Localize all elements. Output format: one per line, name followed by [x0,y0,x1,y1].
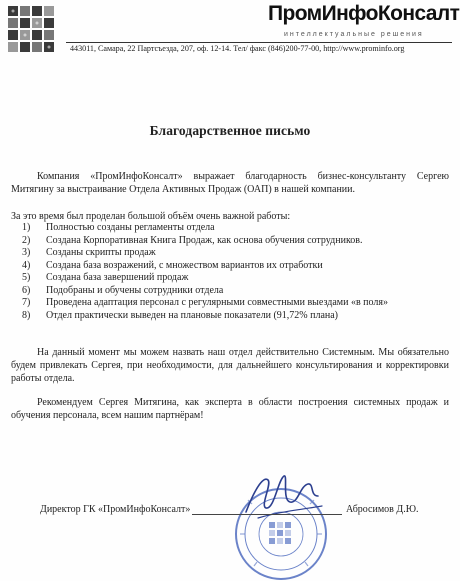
list-item-text: Полностью созданы регламенты отдела [46,222,215,233]
list-item [22,247,442,260]
list-item-number: 7) [22,297,31,308]
list-item-text: Подобраны и обучены сотрудники отдела [46,284,224,296]
list-item-text: Созданы скрипты продаж [46,247,156,258]
list-item [22,260,442,273]
signatory-role: Директор ГК «ПромИнфоКонсалт» [40,504,191,515]
recommendation-paragraph: Рекомендуем Сергея Митягина, как эксперта в области построения системных продаж и обучения персонала, всем нашим партнёрам! [11,397,449,421]
company-tagline: интеллектуальные решения [284,31,424,38]
letter-title: Благодарственное письмо [149,123,311,138]
signatory-name: Абросимов Д.Ю. [346,504,419,515]
list-item-number: 1) [22,222,31,233]
list-item [22,297,442,310]
list-item-number: 2) [22,234,31,246]
list-item-number: 3) [22,247,31,258]
list-item [22,310,442,323]
list-item-text: Проведена адаптация персонал с регулярными совместными выездами «в поля» [46,297,388,308]
signature-line [192,514,342,515]
current-state-paragraph: На данный момент мы можем назвать наш отдел действительно Системным. Мы обязательно будем привлекать Сергея, при необходимости, для дальнейшего консультирования и корректировки работы отдела. [11,347,449,384]
list-item-text: Создана Корпоративная Книга Продаж, как основа обучения сотрудников. [46,234,363,246]
list-item-number: 8) [22,309,31,321]
list-item-text: Создана база возражений, с множеством вариантов их отработки [46,259,323,271]
list-item [22,235,442,248]
letterhead-divider [66,42,452,43]
list-item-number: 4) [22,259,31,271]
list-item-number: 5) [22,272,31,283]
list-item [22,272,442,285]
company-logo-icon [6,4,58,56]
company-address: 443011, Самара, 22 Партсъезда, 207, оф. 12-14. Тел/ факс (846)200-77-00, http://www.prominfo.org [70,44,405,53]
list-item [22,222,442,235]
list-item-text: Отдел практически выведен на плановые показатели (91,72% плана) [46,309,339,321]
work-list [22,222,442,322]
handwritten-signature [238,466,328,524]
company-name: ПромИнфоКонсалт [268,2,460,25]
work-intro: За это время был проделан большой объём очень важной работы: [11,211,291,222]
list-item [22,285,442,298]
list-item-text: Создана база завершений продаж [46,272,189,283]
intro-paragraph: Компания «ПромИнфоКонсалт» выражает благодарность бизнес-консультанту Сергею Митягину за выстраивание Отдела Активных Продаж (ОАП) в нашей компании. [11,171,449,195]
list-item-number: 6) [22,284,31,296]
